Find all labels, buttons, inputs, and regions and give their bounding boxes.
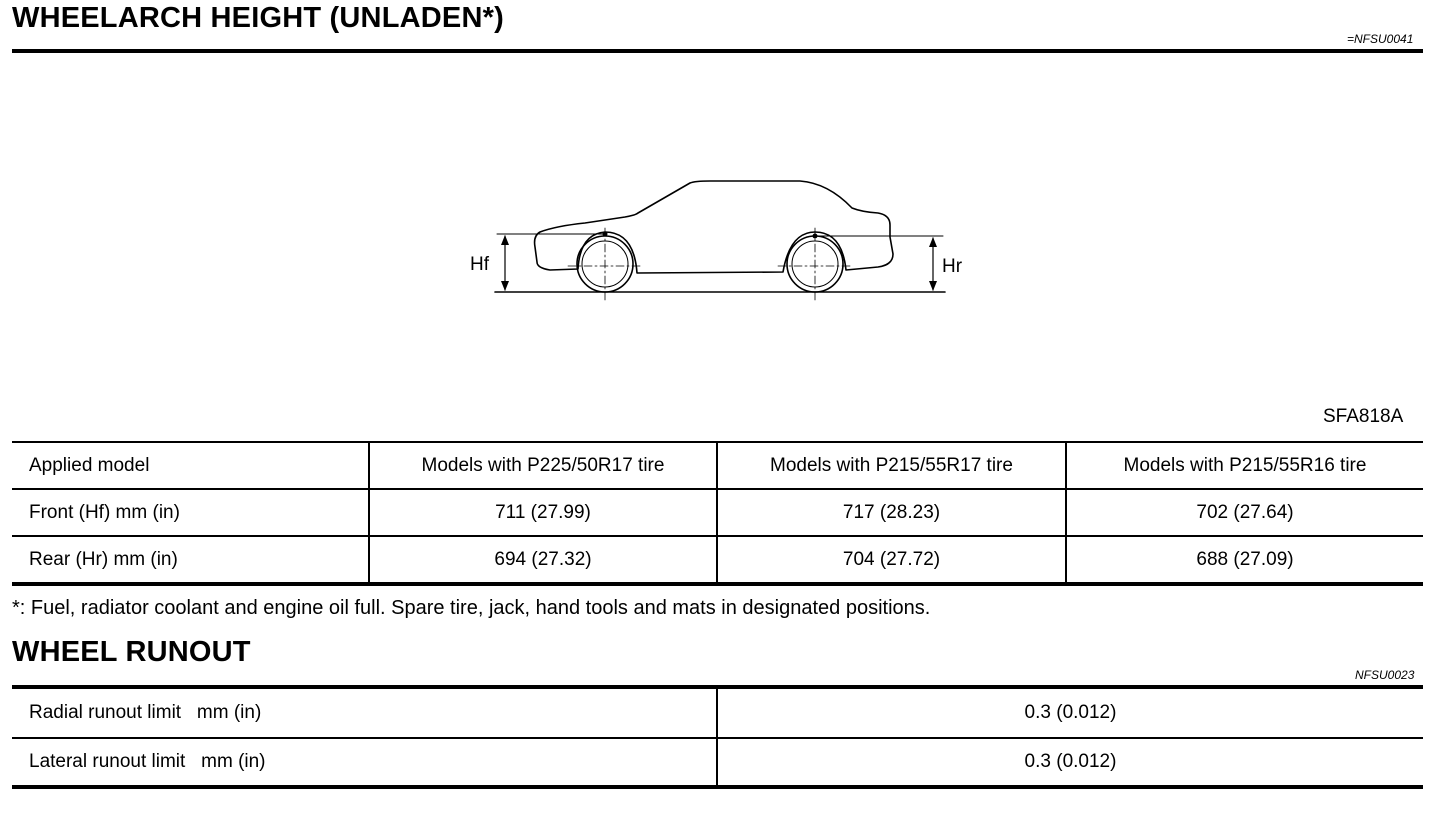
front-measure-point (603, 232, 608, 237)
radial-runout-value: 0.3 (0.012) (1024, 702, 1117, 723)
header-applied-model: Applied model (29, 454, 150, 476)
header-p215-55r17: Models with P215/55R17 tire (770, 454, 1013, 476)
row-label-rear: Rear (Hr) mm (in) (29, 548, 178, 570)
front-value-p215-55r16: 702 (27.64) (1196, 501, 1294, 523)
hf-label: Hf (470, 254, 489, 275)
figure-id: SFA818A (1323, 406, 1404, 427)
car-body-outline (535, 181, 893, 273)
section-title-wheelarch-height: WHEELARCH HEIGHT (UNLADEN*) (12, 2, 504, 34)
rear-value-p225-50r17: 694 (27.32) (494, 548, 592, 570)
section-title-wheel-runout: WHEEL RUNOUT (12, 636, 251, 668)
front-value-p215-55r17: 717 (28.23) (842, 501, 941, 523)
reference-code: NFSU0023 (1355, 668, 1415, 682)
rear-value-p215-55r17: 704 (27.72) (842, 548, 941, 570)
row-label-radial-runout: Radial runout limit mm (in) (29, 702, 262, 723)
footnote: *: Fuel, radiator coolant and engine oil full. Spare tire, jack, hand tools and mats in designated positions. (12, 597, 931, 619)
rear-measure-point (813, 234, 818, 239)
lateral-runout-value: 0.3 (0.012) (1024, 751, 1117, 772)
hr-label: Hr (942, 256, 963, 277)
row-label-lateral-runout: Lateral runout limit mm (in) (29, 751, 266, 772)
header-p215-55r16: Models with P215/55R16 tire (1123, 454, 1367, 476)
header-p225-50r17: Models with P225/50R17 tire (421, 454, 665, 476)
rear-value-p215-55r16: 688 (27.09) (1196, 548, 1294, 570)
front-value-p225-50r17: 711 (27.99) (495, 501, 591, 523)
reference-code: =NFSU0041 (1347, 32, 1414, 46)
row-label-front: Front (Hf) mm (in) (29, 501, 180, 523)
